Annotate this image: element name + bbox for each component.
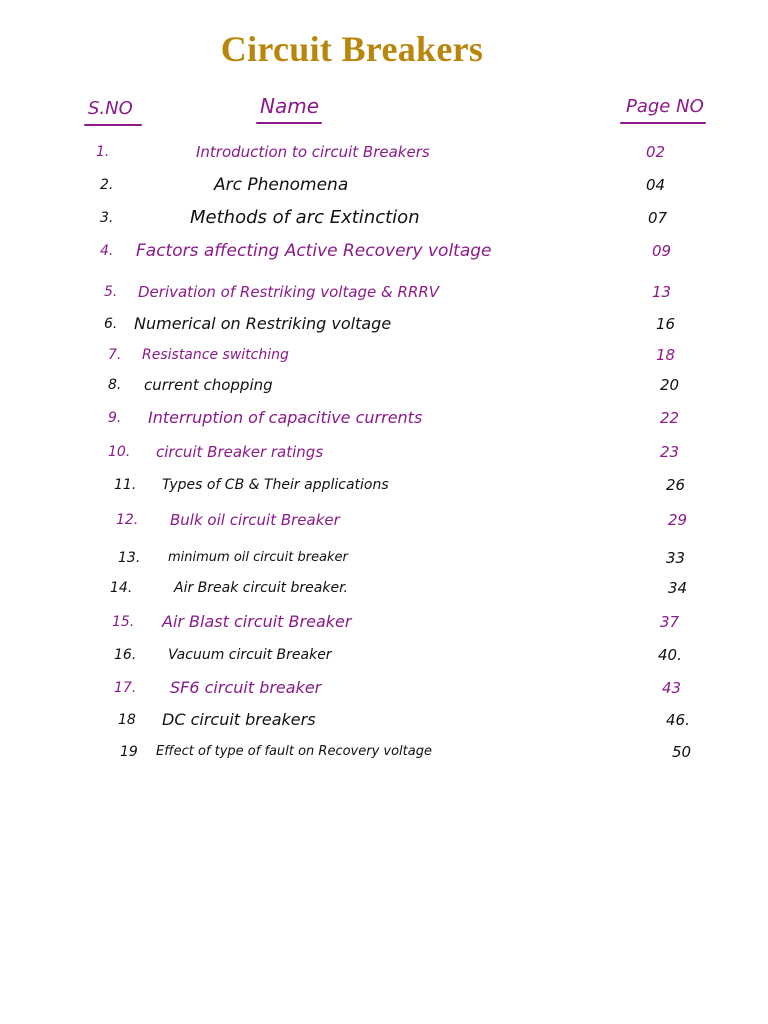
header-page-underline	[620, 122, 706, 124]
entry-number: 18	[118, 712, 136, 728]
entry-title: SF6 circuit breaker	[170, 678, 322, 697]
entry-title: Arc Phenomena	[214, 175, 349, 195]
entry-page-number: 02	[646, 143, 666, 161]
table-row	[0, 170, 768, 200]
entry-page-number: 04	[646, 176, 666, 194]
entry-number: 16.	[114, 647, 137, 663]
entry-page-number: 34	[668, 579, 688, 597]
table-row	[0, 640, 768, 670]
entry-title: Introduction to circuit Breakers	[196, 143, 430, 161]
entry-page-number: 26	[666, 476, 686, 494]
entry-number: 7.	[108, 347, 122, 363]
entry-number: 10.	[108, 444, 131, 460]
table-row	[0, 309, 768, 339]
entry-page-number: 37	[660, 613, 680, 631]
header-page-no: Page NO	[626, 96, 704, 117]
table-row	[0, 403, 768, 433]
entry-page-number: 20	[660, 376, 680, 394]
entry-title: current chopping	[144, 376, 273, 394]
table-row	[0, 737, 768, 767]
table-row	[0, 236, 768, 266]
entry-number: 8.	[108, 377, 122, 393]
entry-number: 12.	[116, 512, 139, 528]
table-row	[0, 203, 768, 233]
page-title: Circuit Breakers	[220, 29, 484, 69]
table-row	[0, 470, 768, 500]
entry-number: 4.	[100, 243, 114, 259]
entry-page-number: 07	[648, 209, 668, 227]
entry-title: circuit Breaker ratings	[156, 443, 324, 461]
entry-page-number: 43	[662, 679, 682, 697]
entry-title: Bulk oil circuit Breaker	[170, 511, 340, 529]
entry-number: 14.	[110, 580, 133, 596]
entry-title: Air Break circuit breaker.	[174, 580, 349, 596]
table-row	[0, 340, 768, 370]
entry-title: Factors affecting Active Recovery voltage	[136, 241, 492, 261]
entry-number: 3.	[100, 210, 114, 226]
entry-number: 5.	[104, 284, 118, 300]
entry-number: 1.	[96, 144, 110, 160]
entry-number: 11.	[114, 477, 137, 493]
entry-number: 9.	[108, 410, 122, 426]
entry-title: Numerical on Restriking voltage	[134, 314, 392, 333]
entry-number: 15.	[112, 614, 135, 630]
entry-page-number: 09	[652, 242, 672, 260]
header-name: Name	[260, 94, 320, 118]
header-sno-underline	[84, 124, 142, 126]
header-sno: S.NO	[88, 98, 133, 119]
table-row	[0, 277, 768, 307]
entry-title: Resistance switching	[142, 347, 289, 363]
entry-number: 2.	[100, 177, 114, 193]
entry-number: 19	[120, 744, 138, 760]
entry-number: 17.	[114, 680, 137, 696]
entry-page-number: 13	[652, 283, 672, 301]
entry-title: Effect of type of fault on Recovery voltage	[156, 744, 432, 759]
entry-title: minimum oil circuit breaker	[168, 550, 348, 565]
entry-page-number: 23	[660, 443, 680, 461]
entry-title: Interruption of capacitive currents	[148, 408, 423, 427]
entry-page-number: 16	[656, 315, 676, 333]
table-row	[0, 673, 768, 703]
entry-page-number: 22	[660, 409, 680, 427]
table-row	[0, 705, 768, 735]
header-name-underline	[256, 122, 322, 124]
table-row	[0, 573, 768, 603]
entry-title: Types of CB & Their applications	[162, 477, 389, 493]
entry-number: 6.	[104, 316, 118, 332]
entry-title: Air Blast circuit Breaker	[162, 612, 352, 631]
entry-page-number: 33	[666, 549, 686, 567]
table-row	[0, 437, 768, 467]
entry-title: Methods of arc Extinction	[190, 207, 420, 228]
entry-page-number: 29	[668, 511, 688, 529]
entry-page-number: 50	[672, 743, 692, 761]
entry-page-number: 18	[656, 346, 676, 364]
entry-title: Vacuum circuit Breaker	[168, 647, 332, 663]
table-row	[0, 607, 768, 637]
table-row	[0, 543, 768, 573]
table-row	[0, 137, 768, 167]
entry-number: 13.	[118, 550, 141, 566]
entry-title: DC circuit breakers	[162, 710, 316, 729]
entry-title: Derivation of Restriking voltage & RRRV	[138, 283, 440, 301]
table-row	[0, 505, 768, 535]
table-row	[0, 370, 768, 400]
entry-page-number: 46.	[666, 711, 690, 729]
entry-page-number: 40.	[658, 646, 682, 664]
